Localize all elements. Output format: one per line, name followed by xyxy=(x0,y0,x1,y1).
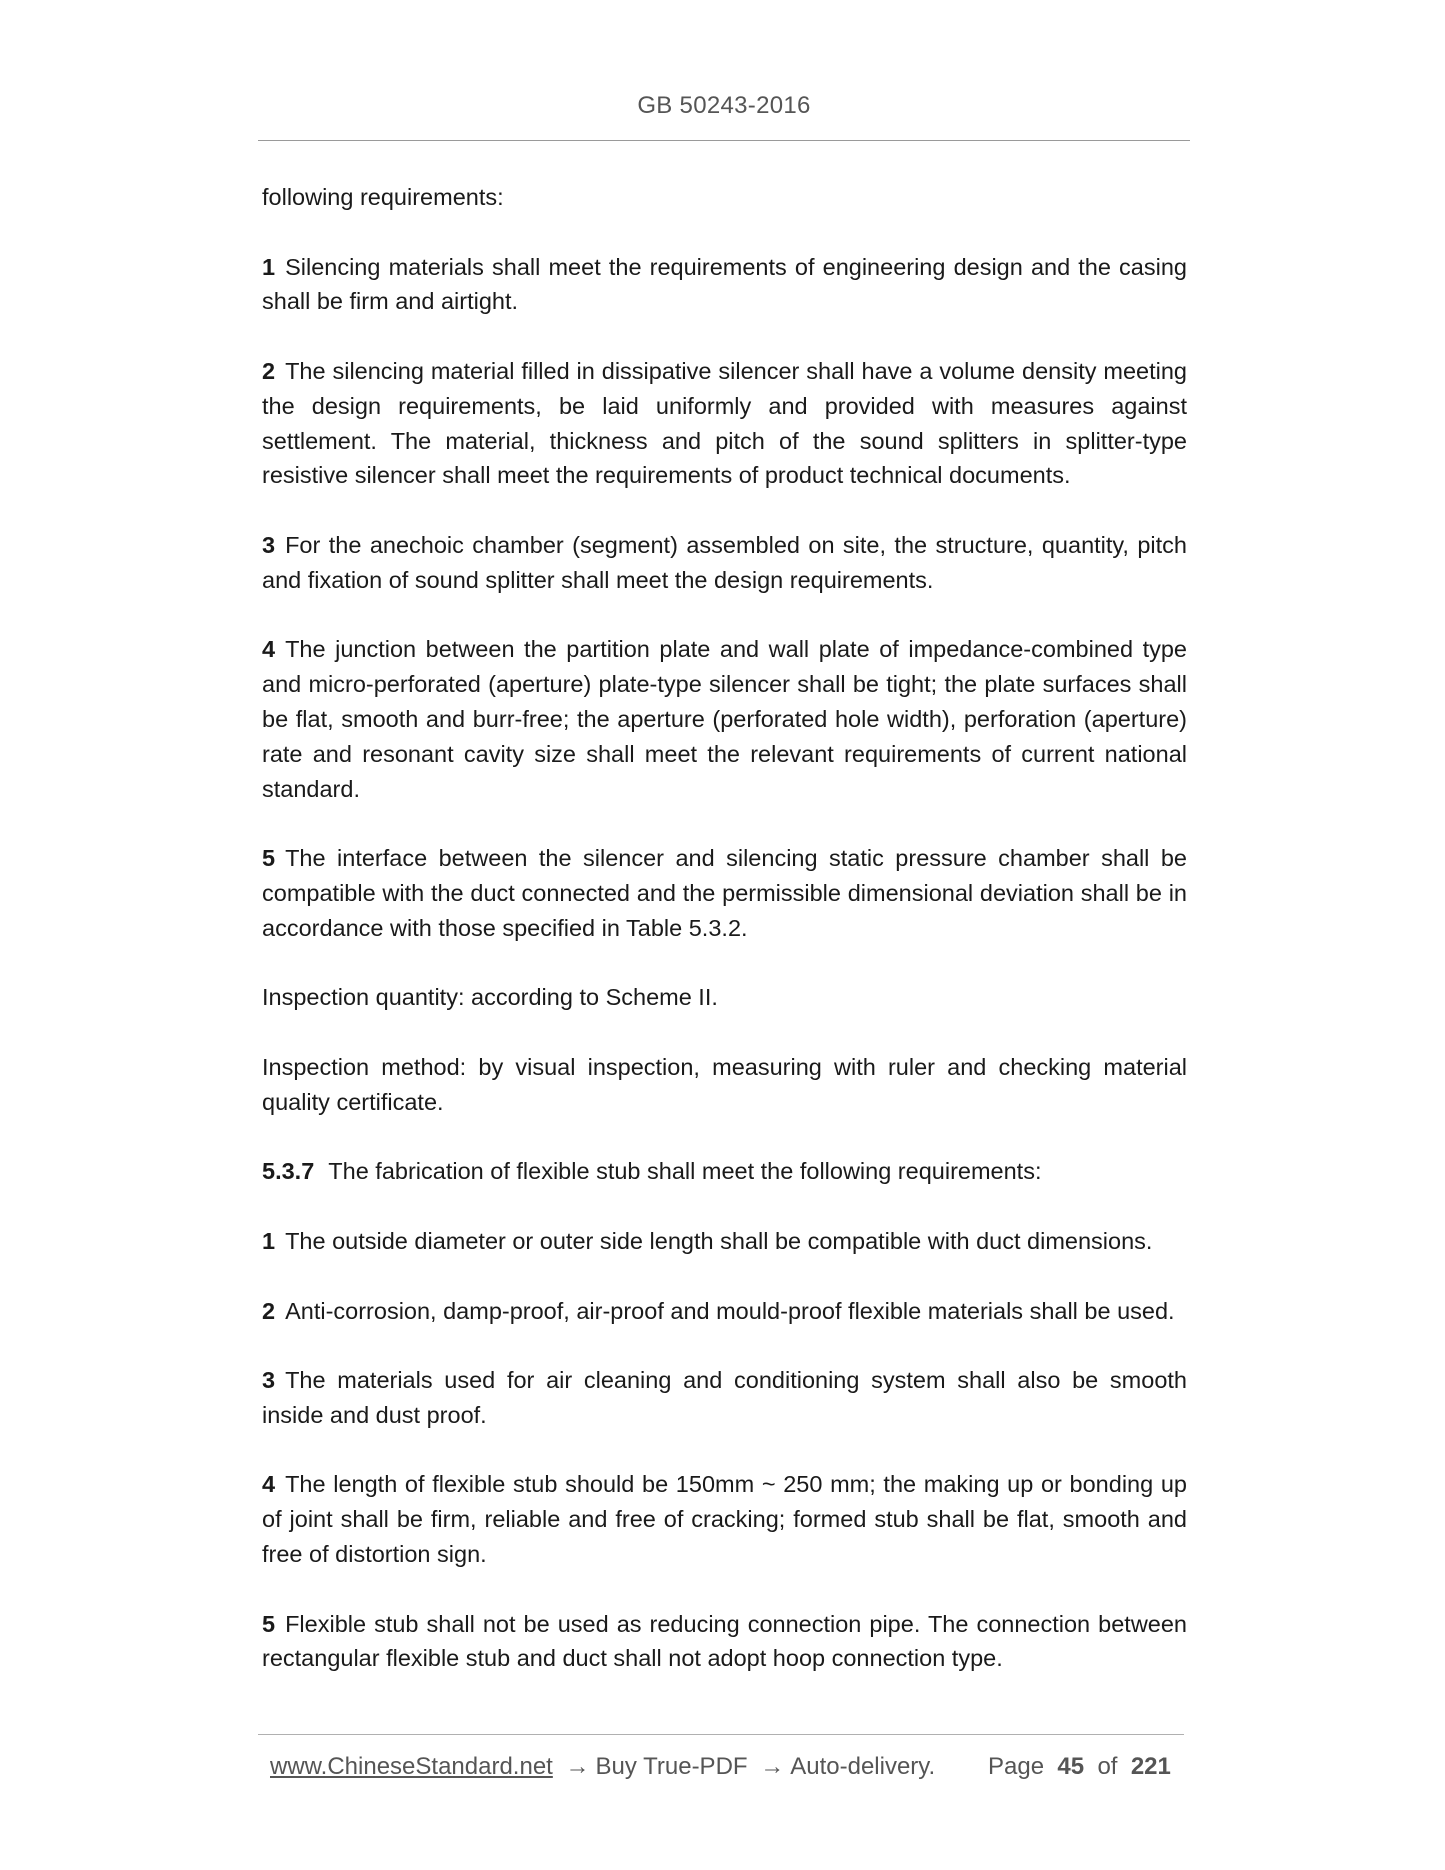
item-number: 2 xyxy=(262,357,276,384)
item-text: The interface between the silencer and silencing static pressure chamber shall be compatible with the duct connected and the permissible dimensional deviation shall be in accordance with those specified in Table 5.3.2. xyxy=(262,845,1187,941)
page-header-title: GB 50243-2016 xyxy=(637,92,811,119)
arrow-right-icon: → xyxy=(760,1753,785,1780)
lead-text: following requirements: xyxy=(262,184,504,210)
list-item xyxy=(262,528,1187,598)
section-heading xyxy=(262,1154,1187,1189)
list-item xyxy=(262,1363,1187,1433)
item-number: 5 xyxy=(262,1610,276,1637)
item-text: For the anechoic chamber (segment) assembled on site, the structure, quantity, pitch and fixation of sound splitter shall meet the design requirements. xyxy=(262,531,1187,593)
list-item xyxy=(262,1224,1187,1259)
list-item xyxy=(262,354,1187,493)
item-text: The junction between the partition plate and wall plate of impedance-combined type and micro-perforated (aperture) plate-type silencer shall be tight; the plate surfaces shall be flat, smooth and burr-free; the aperture (perforated hole width), perforation (aperture) rate and resonant cavity size shall meet the relevant requirements of current national standard. xyxy=(262,636,1187,802)
list-item xyxy=(262,841,1187,945)
section-text: The fabrication of flexible stub shall meet the following requirements: xyxy=(328,1158,1042,1185)
item-number: 5 xyxy=(262,845,276,872)
page-indicator xyxy=(988,1753,1171,1781)
list-item xyxy=(262,632,1187,806)
item-text: The materials used for air cleaning and conditioning system shall also be smooth inside and dust proof. xyxy=(262,1367,1187,1428)
item-text: The outside diameter or outer side length shall be compatible with duct dimensions. xyxy=(285,1227,1153,1254)
page-total: 221 xyxy=(1130,1753,1171,1780)
item-number: 1 xyxy=(262,253,276,280)
document-body xyxy=(262,180,1187,1711)
inspection-method: Inspection method: by visual inspection, measuring with ruler and checking material quality certificate. xyxy=(262,1053,1187,1115)
buy-text: Buy True-PDF xyxy=(595,1753,748,1780)
delivery-text: Auto-delivery. xyxy=(790,1753,936,1780)
item-text: Silencing materials shall meet the requirements of engineering design and the casing shall be firm and airtight. xyxy=(262,253,1187,315)
page-label: Page xyxy=(988,1753,1045,1780)
item-number: 4 xyxy=(262,1471,276,1498)
website-link[interactable]: www.ChineseStandard.net xyxy=(270,1753,553,1780)
item-number: 4 xyxy=(262,636,276,663)
header-divider xyxy=(258,140,1190,141)
section-number: 5.3.7 xyxy=(262,1158,315,1185)
list-item xyxy=(262,1607,1187,1677)
list-item xyxy=(262,250,1187,320)
page-current: 45 xyxy=(1057,1753,1085,1780)
footer-divider xyxy=(258,1734,1184,1735)
item-text: Anti-corrosion, damp-proof, air-proof and mould-proof flexible materials shall be used. xyxy=(285,1297,1175,1324)
item-number: 2 xyxy=(262,1297,276,1324)
page-footer xyxy=(270,1753,1190,1781)
item-number: 1 xyxy=(262,1227,276,1254)
arrow-right-icon: → xyxy=(565,1753,590,1780)
item-number: 3 xyxy=(262,531,276,558)
list-item xyxy=(262,1467,1187,1571)
page-of-label: of xyxy=(1097,1753,1118,1780)
item-text: Flexible stub shall not be used as reducing connection pipe. The connection between rectangular flexible stub and duct shall not adopt hoop connection type. xyxy=(262,1610,1187,1672)
item-text: The length of flexible stub should be 150mm ~ 250 mm; the making up or bonding up of joint shall be firm, reliable and free of cracking; formed stub shall be flat, smooth and free of distortion sign. xyxy=(262,1471,1187,1568)
inspection-quantity: Inspection quantity: according to Scheme II. xyxy=(262,984,718,1011)
item-text: The silencing material filled in dissipative silencer shall have a volume density meeting the design requirements, be laid uniformly and provided with measures against settlement. The material, thickness and pitch of the sound splitters in splitter-type resistive silencer shall meet the requirements of product technical documents. xyxy=(262,357,1187,489)
item-number: 3 xyxy=(262,1367,276,1394)
list-item xyxy=(262,1294,1187,1329)
